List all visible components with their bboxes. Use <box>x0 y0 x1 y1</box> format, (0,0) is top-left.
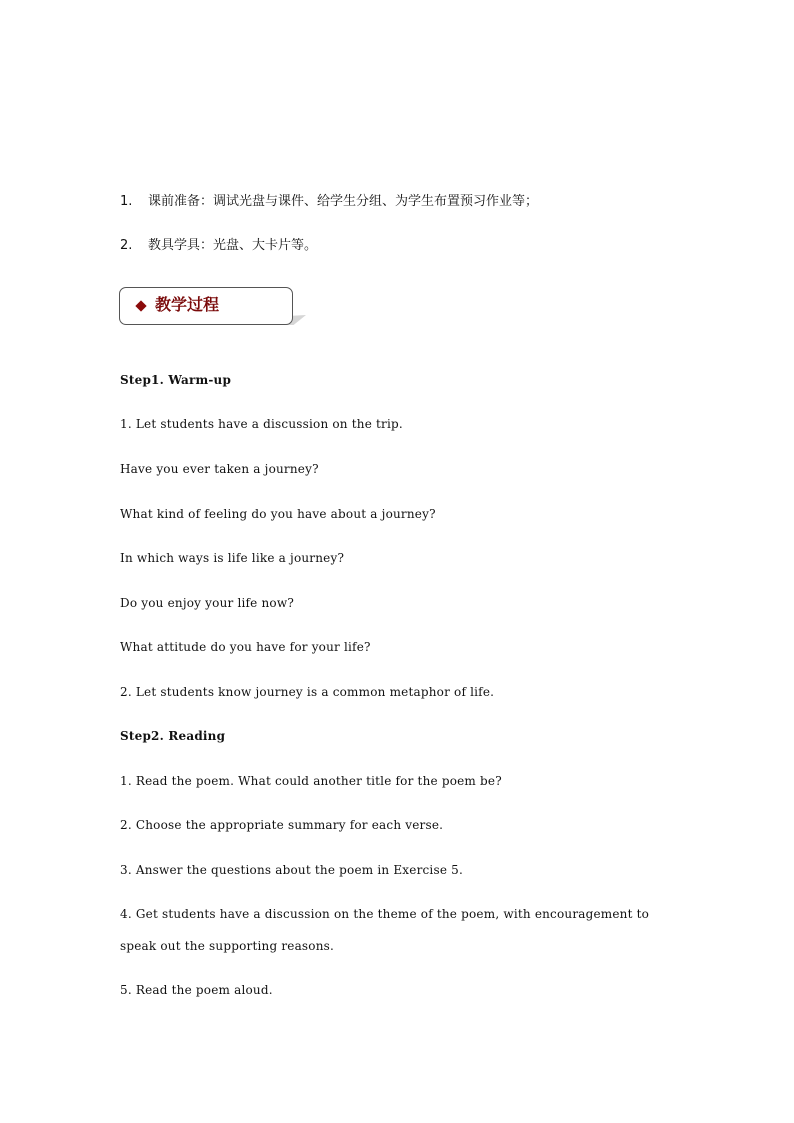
step1-line: Have you ever taken a journey? <box>120 462 319 476</box>
preparation-item-1 <box>120 193 538 211</box>
step1-heading: Step1. Warm-up <box>120 373 232 387</box>
preparation-number: 1. <box>120 194 133 209</box>
preparation-text: 课前准备：调试光盘与课件、给学生分组、为学生布置预习作业等； <box>148 194 539 209</box>
step2-line: 3. Answer the questions about the poem in Exercise 5. <box>120 863 463 877</box>
step1-line: 1. Let students have a discussion on the trip. <box>120 417 403 431</box>
preparation-text: 教具学具：光盘、大卡片等。 <box>148 238 318 253</box>
preparation-item-2 <box>120 237 317 255</box>
step2-line: 4. Get students have a discussion on the theme of the poem, with encouragement to speak out the supporting reasons. <box>120 907 650 953</box>
step2-line: 5. Read the poem aloud. <box>120 983 273 997</box>
step1-line: 2. Let students know journey is a common metaphor of life. <box>120 685 495 699</box>
step2-heading: Step2. Reading <box>120 729 226 743</box>
step2-line: 2. Choose the appropriate summary for each verse. <box>120 818 444 832</box>
step2-line: 1. Read the poem. What could another title for the poem be? <box>120 774 502 788</box>
step1-line: Do you enjoy your life now? <box>120 596 294 610</box>
preparation-number: 2. <box>120 238 133 253</box>
step1-line: What attitude do you have for your life? <box>120 640 371 654</box>
step1-line: In which ways is life like a journey? <box>120 551 345 565</box>
section-title: 教学过程 <box>155 295 220 314</box>
step1-line: What kind of feeling do you have about a journey? <box>120 507 436 521</box>
